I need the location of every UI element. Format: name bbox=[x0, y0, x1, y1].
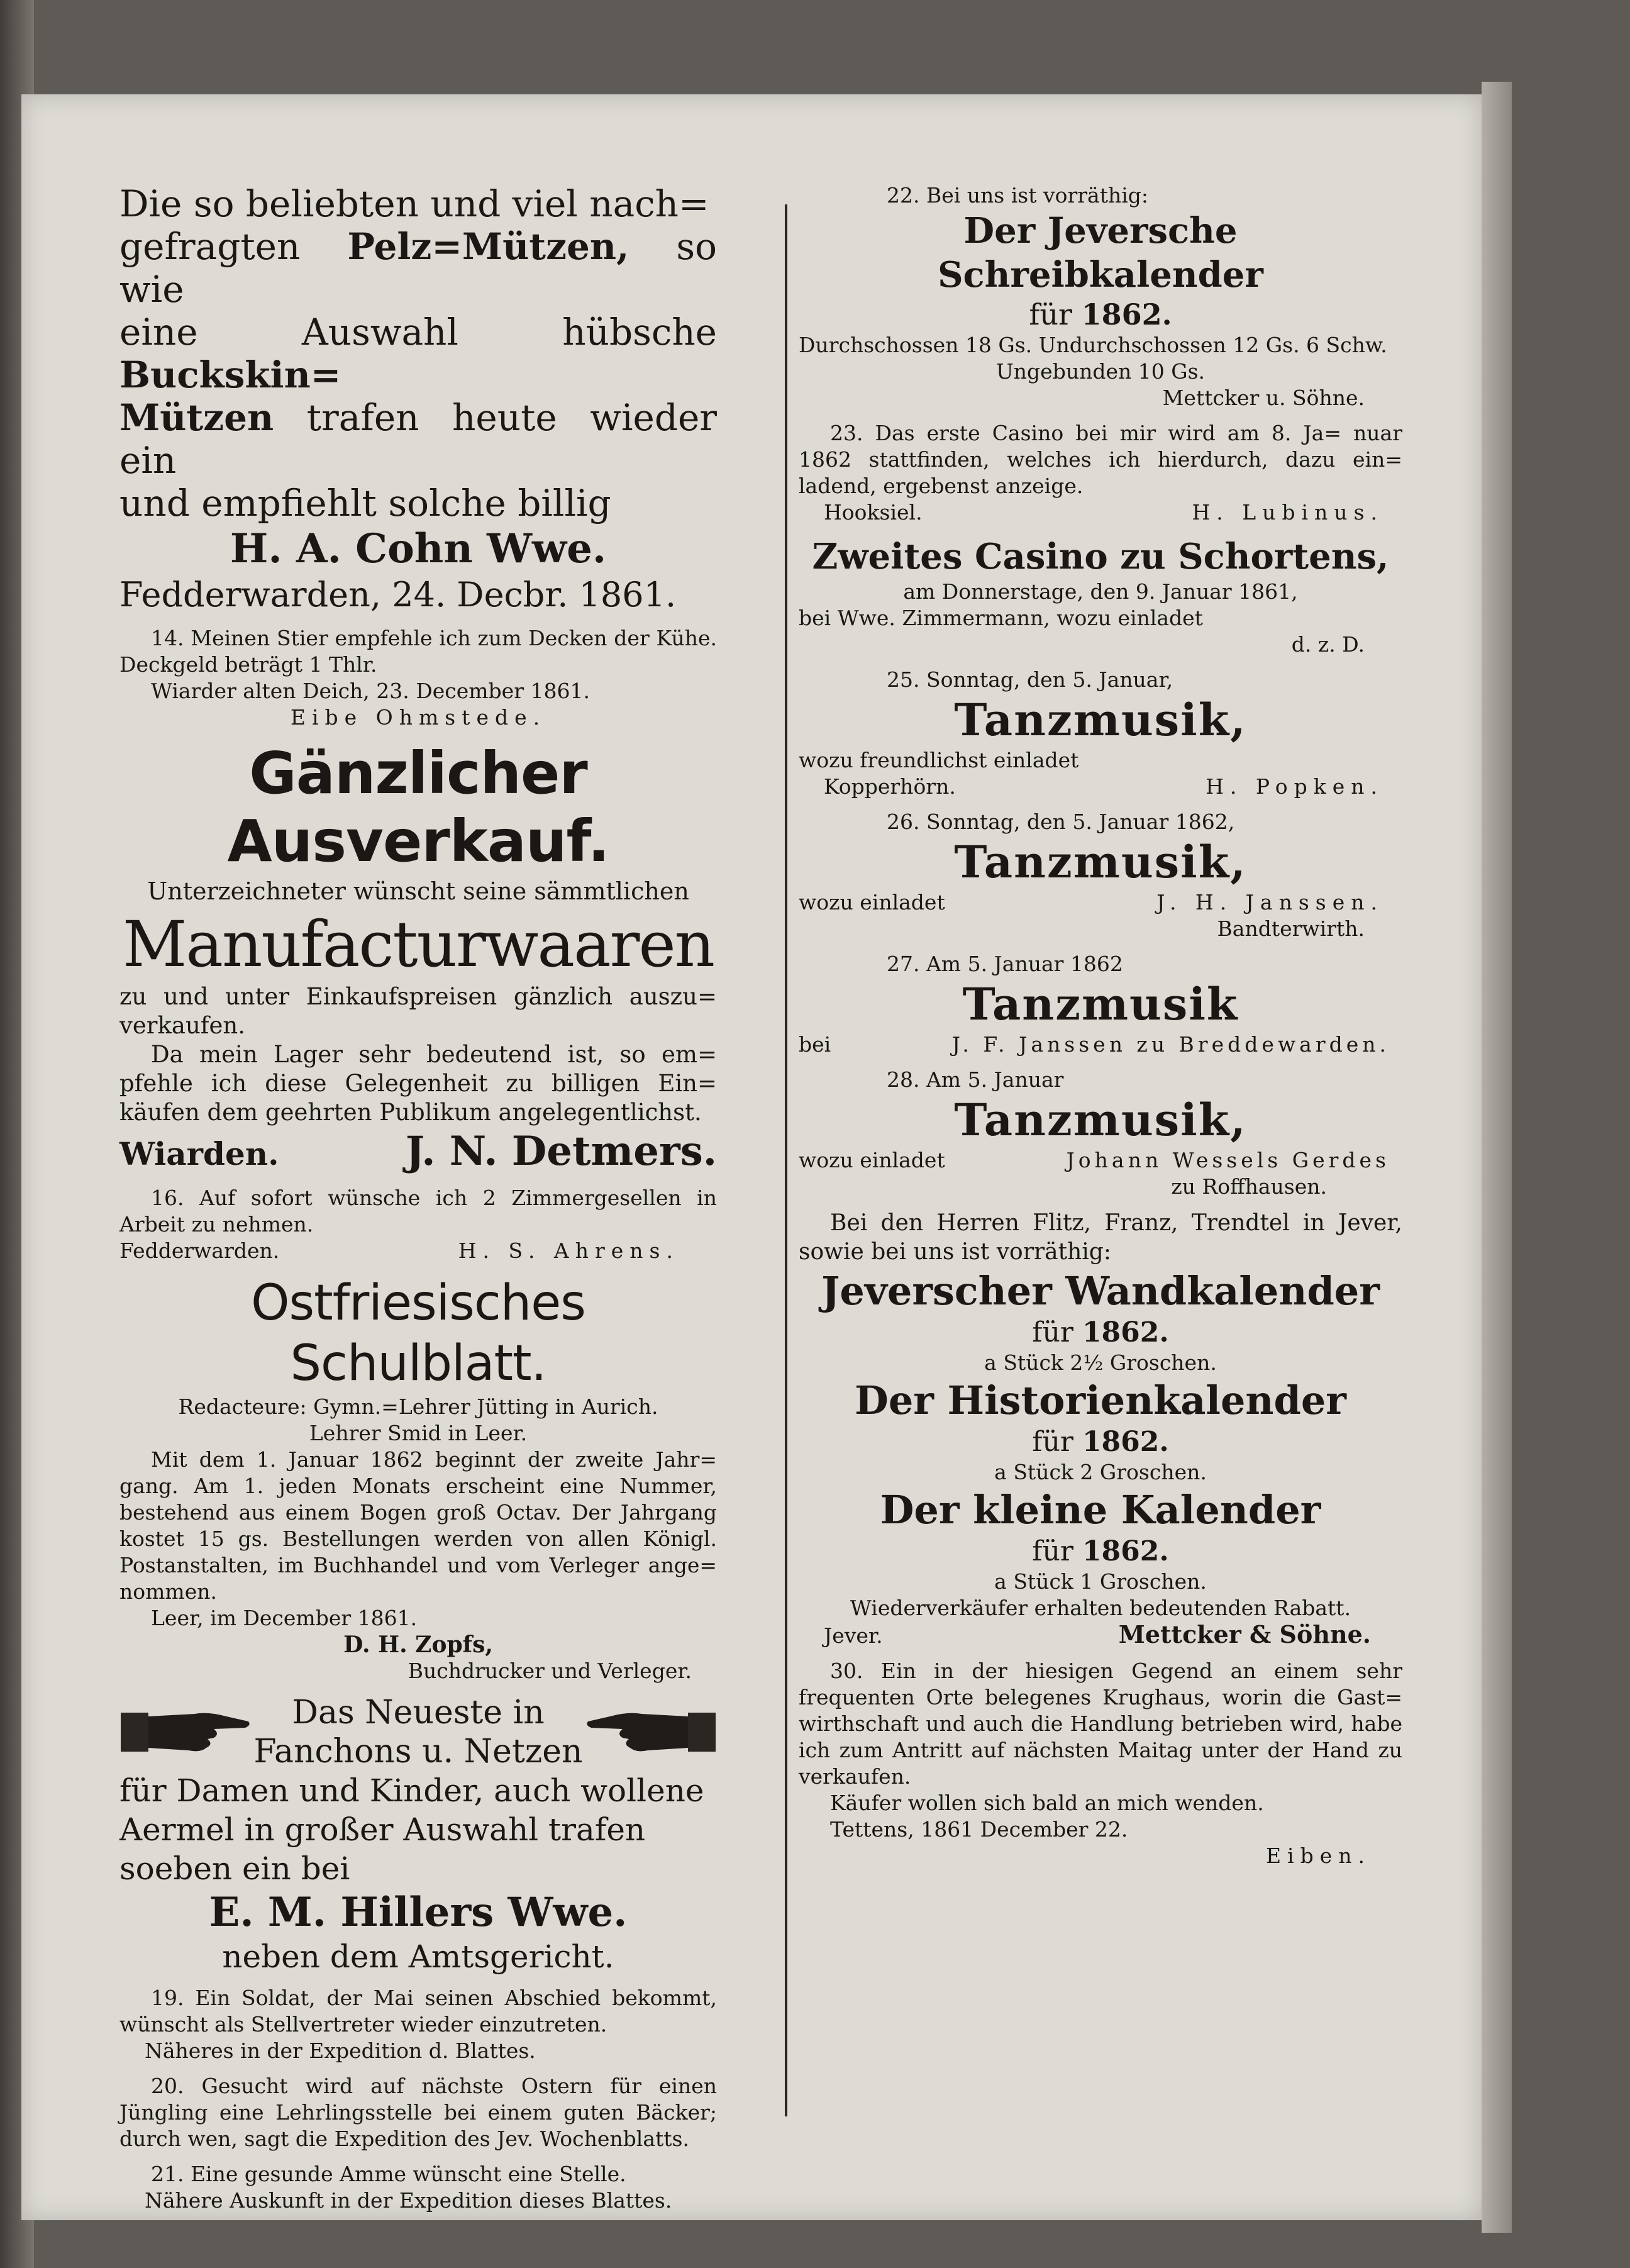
schulblatt-place: Leer, im December 1861. bbox=[151, 1606, 418, 1630]
ad-23-text: 23. Das erste Casino bei mir wird am 8. Ja= nuar 1862 stattfinden, welches ich hierdurch, dazu ein= ladend, ergebenst anzeige. bbox=[799, 421, 1402, 498]
ad-28-title: Tanzmusik, bbox=[954, 1094, 1247, 1146]
ad-16-place: Fedderwarden. bbox=[119, 1238, 280, 1263]
ad-22-price-1: Durchschossen 18 Gs. Undurchschossen 12 Gs. 6 Schw. bbox=[799, 333, 1387, 357]
ad-26-title: Tanzmusik, bbox=[954, 836, 1247, 888]
schulblatt-editors-1: Redacteure: Gymn.=Lehrer Jütting in Aurich. bbox=[178, 1394, 658, 1419]
ad-26 bbox=[799, 809, 1402, 942]
ad-detmers bbox=[119, 740, 717, 1176]
ad-23-signature-row bbox=[799, 499, 1402, 526]
ad-28-signature: Johann Wessels Gerdes bbox=[1066, 1148, 1390, 1172]
cohn-product: Mützen bbox=[119, 396, 274, 439]
ad-16-signature-row bbox=[119, 1238, 717, 1264]
ad-19-text: 19. Ein Soldat, der Mai seinen Abschied bekommt, wünscht als Stellvertreter wieder einzutreten. bbox=[119, 1986, 717, 2037]
kalender-year: 1862. bbox=[1082, 1535, 1169, 1567]
kalender-year-pre: für bbox=[1032, 1426, 1082, 1458]
ad-14-place: Wiarder alten Deich, 23. December 1861. bbox=[151, 679, 590, 703]
casino-signature: d. z. D. bbox=[1291, 632, 1365, 657]
ad-21-sub: Nähere Auskunft in der Expedition dieses Blattes. bbox=[145, 2188, 672, 2213]
detmers-place: Wiarden. bbox=[119, 1135, 279, 1172]
ad-20 bbox=[119, 2073, 717, 2152]
ad-25-signature: H. Popken. bbox=[1206, 774, 1383, 799]
ad-28 bbox=[799, 1067, 1402, 1200]
kalender-intro: Bei den Herren Flitz, Franz, Trendtel in Jever, sowie bei uns ist vorräthig: bbox=[799, 1210, 1402, 1265]
ad-25-line: wozu freundlichst einladet bbox=[799, 748, 1079, 772]
ad-30-place: Tettens, 1861 December 22. bbox=[830, 1817, 1128, 1842]
kalender-year: 1862. bbox=[1082, 1426, 1169, 1458]
detmers-intro: Unterzeichneter wünscht seine sämmtlichen bbox=[147, 877, 689, 905]
ad-22-signature: Mettcker u. Söhne. bbox=[1162, 386, 1365, 410]
ad-16 bbox=[119, 1185, 717, 1264]
ad-25-place: Kopperhörn. bbox=[824, 774, 956, 799]
ad-21-text: 21. Eine gesunde Amme wünscht eine Stelle. bbox=[151, 2162, 626, 2186]
cohn-line-4 bbox=[119, 396, 717, 482]
ad-21 bbox=[119, 2161, 717, 2214]
detmers-para-2: Da mein Lager sehr bedeutend ist, so em= pfehle ich diese Gelegenheit zu billigen Ein= käufen dem geehrten Publikum angelegentlichst. bbox=[119, 1041, 717, 1126]
cohn-text: gefragten bbox=[119, 225, 348, 268]
kalender-year: 1862. bbox=[1082, 1316, 1169, 1348]
detmers-signature: J. N. Detmers. bbox=[405, 1128, 717, 1175]
ad-30 bbox=[799, 1658, 1402, 1869]
ad-25-title: Tanzmusik, bbox=[954, 694, 1247, 746]
kalender-title-3: Der kleine Kalender bbox=[880, 1487, 1321, 1533]
kalender-year-pre: für bbox=[1032, 1535, 1082, 1567]
ad-14-text: 14. Meinen Stier empfehle ich zum Decken der Kühe. Deckgeld beträgt 1 Thlr. bbox=[119, 626, 717, 677]
hillers-line-4: Aermel in großer Auswahl trafen bbox=[119, 1811, 646, 1848]
hillers-line-5: soeben ein bei bbox=[119, 1850, 350, 1887]
kalender-year-3 bbox=[799, 1535, 1402, 1569]
ad-22 bbox=[799, 182, 1402, 411]
cohn-line-5: und empfiehlt solche billig bbox=[119, 482, 611, 525]
ad-28-signature-2: zu Roffhausen. bbox=[1171, 1174, 1327, 1199]
schulblatt-signature-2: Buchdrucker und Verleger. bbox=[408, 1659, 692, 1683]
ad-22-price-2: Ungebunden 10 Gs. bbox=[995, 359, 1205, 384]
kalender-place: Jever. bbox=[824, 1623, 883, 1648]
ad-26-signature-2: Bandterwirth. bbox=[1217, 916, 1365, 941]
cohn-line-1: Die so beliebten und viel nach= bbox=[119, 182, 709, 225]
ad-28-date: 28. Am 5. Januar bbox=[887, 1067, 1064, 1092]
hillers-sub: neben dem Amtsgericht. bbox=[222, 1938, 614, 1975]
kalender-year-2 bbox=[799, 1425, 1402, 1459]
ad-20-text: 20. Gesucht wird auf nächste Ostern für einen Jüngling eine Lehrlingsstelle bei einem guten Bäcker; durch wen, sagt die Expedition des Jev. Wochenblatts. bbox=[119, 2074, 717, 2151]
cohn-product: Buckskin= bbox=[119, 353, 341, 396]
kalender-title-2: Der Historienkalender bbox=[855, 1377, 1346, 1423]
ad-27-pre: bei bbox=[799, 1032, 831, 1057]
ad-26-date: 26. Sonntag, den 5. Januar 1862, bbox=[887, 809, 1235, 834]
ad-26-line: wozu einladet bbox=[799, 890, 945, 914]
ad-27-signature: J. F. Janssen zu Breddewarden. bbox=[951, 1032, 1390, 1057]
cohn-product: Pelz=Mützen, bbox=[347, 225, 629, 268]
detmers-headline: Gänzlicher Ausverkauf. bbox=[227, 740, 609, 875]
ad-23-place: Hooksiel. bbox=[824, 500, 923, 525]
ad-22-year: 1862. bbox=[1081, 297, 1172, 331]
cohn-signature: H. A. Cohn Wwe. bbox=[230, 525, 607, 572]
ad-19-sub: Näheres in der Expedition d. Blattes. bbox=[145, 2038, 536, 2063]
kalender-signature: Mettcker & Söhne. bbox=[1118, 1620, 1371, 1648]
page-edge bbox=[1482, 82, 1512, 2233]
hillers-line-3: für Damen und Kinder, auch wollene bbox=[119, 1772, 704, 1809]
ad-26-signature-row bbox=[799, 889, 1402, 916]
ad-30-line-2: Käufer wollen sich bald an mich wenden. bbox=[830, 1791, 1264, 1815]
hillers-line-1: Das Neueste in bbox=[292, 1694, 545, 1732]
cohn-line-2 bbox=[119, 225, 717, 311]
schulblatt-headline: Ostfriesisches Schulblatt. bbox=[251, 1275, 585, 1392]
ad-28-line: wozu einladet bbox=[799, 1148, 945, 1172]
ad-cohn bbox=[119, 182, 717, 616]
kalender-price-1: a Stück 2½ Groschen. bbox=[984, 1350, 1217, 1375]
ad-16-signature: H. S. Ahrens. bbox=[458, 1238, 679, 1263]
ad-kalender bbox=[799, 1209, 1402, 1649]
kalender-year-1 bbox=[799, 1316, 1402, 1350]
detmers-signature-row bbox=[119, 1127, 717, 1176]
hillers-line-2: Fanchons u. Netzen bbox=[253, 1733, 583, 1770]
cohn-text: eine Auswahl hübsche bbox=[119, 311, 717, 353]
ad-25-date: 25. Sonntag, den 5. Januar, bbox=[887, 667, 1173, 692]
column-rule bbox=[785, 204, 787, 2116]
ad-19 bbox=[119, 1985, 717, 2064]
right-column bbox=[799, 182, 1402, 1869]
casino-title: Zweites Casino zu Schortens, bbox=[812, 536, 1389, 577]
hillers-hands-row bbox=[119, 1693, 717, 1771]
ad-casino bbox=[799, 535, 1402, 658]
schulblatt-signature: D. H. Zopfs, bbox=[343, 1632, 493, 1658]
ad-30-text: 30. Ein in der hiesigen Gegend an einem sehr frequenten Orte belegenes Krughaus, worin die Gast= wirthschaft und auch die Handlung betrieben wird, habe ich zum Antritt auf nächsten Maitag unter der Hand zu verkaufen. bbox=[799, 1659, 1402, 1789]
ad-27-date: 27. Am 5. Januar 1862 bbox=[887, 952, 1123, 976]
ad-14-signature: Eibe Ohmstede. bbox=[290, 705, 546, 730]
cohn-line-3 bbox=[119, 311, 717, 396]
ad-22-year-line bbox=[799, 297, 1402, 332]
left-column bbox=[119, 182, 717, 2214]
ad-25 bbox=[799, 667, 1402, 800]
ad-22-title: Der Jeversche Schreibkalender bbox=[938, 210, 1263, 296]
cohn-text: trafen heute wieder ein bbox=[119, 396, 717, 482]
kalender-title-1: Jeverscher Wandkalender bbox=[821, 1268, 1380, 1314]
ad-26-signature: J. H. Janssen. bbox=[1156, 890, 1383, 914]
kalender-signature-row bbox=[799, 1621, 1402, 1649]
casino-line-1: am Donnerstage, den 9. Januar 1861, bbox=[903, 579, 1298, 604]
ad-14 bbox=[119, 625, 717, 731]
ad-schulblatt bbox=[119, 1273, 717, 1684]
ad-27 bbox=[799, 951, 1402, 1058]
schulblatt-text: Mit dem 1. Januar 1862 beginnt der zweite Jahr= gang. Am 1. jeden Monats erscheint eine Nummer, bestehend aus einem Bogen groß Octav. Der Jahrgang kostet 15 gs. Bestellungen werden von allen Königl. Postanstalten, im Buchhandel und vom Verleger ange= nommen. bbox=[119, 1447, 717, 1604]
pointing-hand-left-icon bbox=[585, 1698, 717, 1767]
kalender-year-pre: für bbox=[1032, 1316, 1082, 1348]
kalender-price-3: a Stück 1 Groschen. bbox=[994, 1569, 1207, 1594]
detmers-para-1: zu und unter Einkaufspreisen gänzlich auszu= verkaufen. bbox=[119, 983, 717, 1039]
ad-hillers bbox=[119, 1693, 717, 1976]
ad-22-intro: 22. Bei uns ist vorräthig: bbox=[887, 183, 1149, 208]
schulblatt-editors-2: Lehrer Smid in Leer. bbox=[309, 1421, 528, 1445]
casino-line-2: bei Wwe. Zimmermann, wozu einladet bbox=[799, 606, 1203, 630]
pointing-hand-right-icon bbox=[119, 1698, 252, 1767]
ad-27-title: Tanzmusik bbox=[962, 978, 1239, 1030]
ad-28-signature-row bbox=[799, 1147, 1402, 1174]
ad-23 bbox=[799, 420, 1402, 526]
ad-22-year-pre: für bbox=[1029, 297, 1082, 331]
ad-30-signature: Eiben. bbox=[1265, 1843, 1371, 1868]
cohn-place: Fedderwarden, 24. Decbr. 1861. bbox=[119, 575, 677, 614]
ad-27-signature-row bbox=[799, 1031, 1402, 1058]
hillers-signature: E. M. Hillers Wwe. bbox=[209, 1889, 628, 1936]
detmers-product: Manufacturwaaren bbox=[122, 908, 714, 981]
kalender-price-2: a Stück 2 Groschen. bbox=[994, 1460, 1207, 1484]
ad-23-signature: H. Lubinus. bbox=[1192, 500, 1383, 525]
ad-16-text: 16. Auf sofort wünsche ich 2 Zimmergesellen in Arbeit zu nehmen. bbox=[119, 1186, 717, 1237]
kalender-resell: Wiederverkäufer erhalten bedeutenden Rabatt. bbox=[850, 1596, 1351, 1620]
cohn-text: so wie bbox=[119, 225, 718, 311]
hillers-headline bbox=[253, 1693, 582, 1771]
ad-25-signature-row bbox=[799, 774, 1402, 800]
